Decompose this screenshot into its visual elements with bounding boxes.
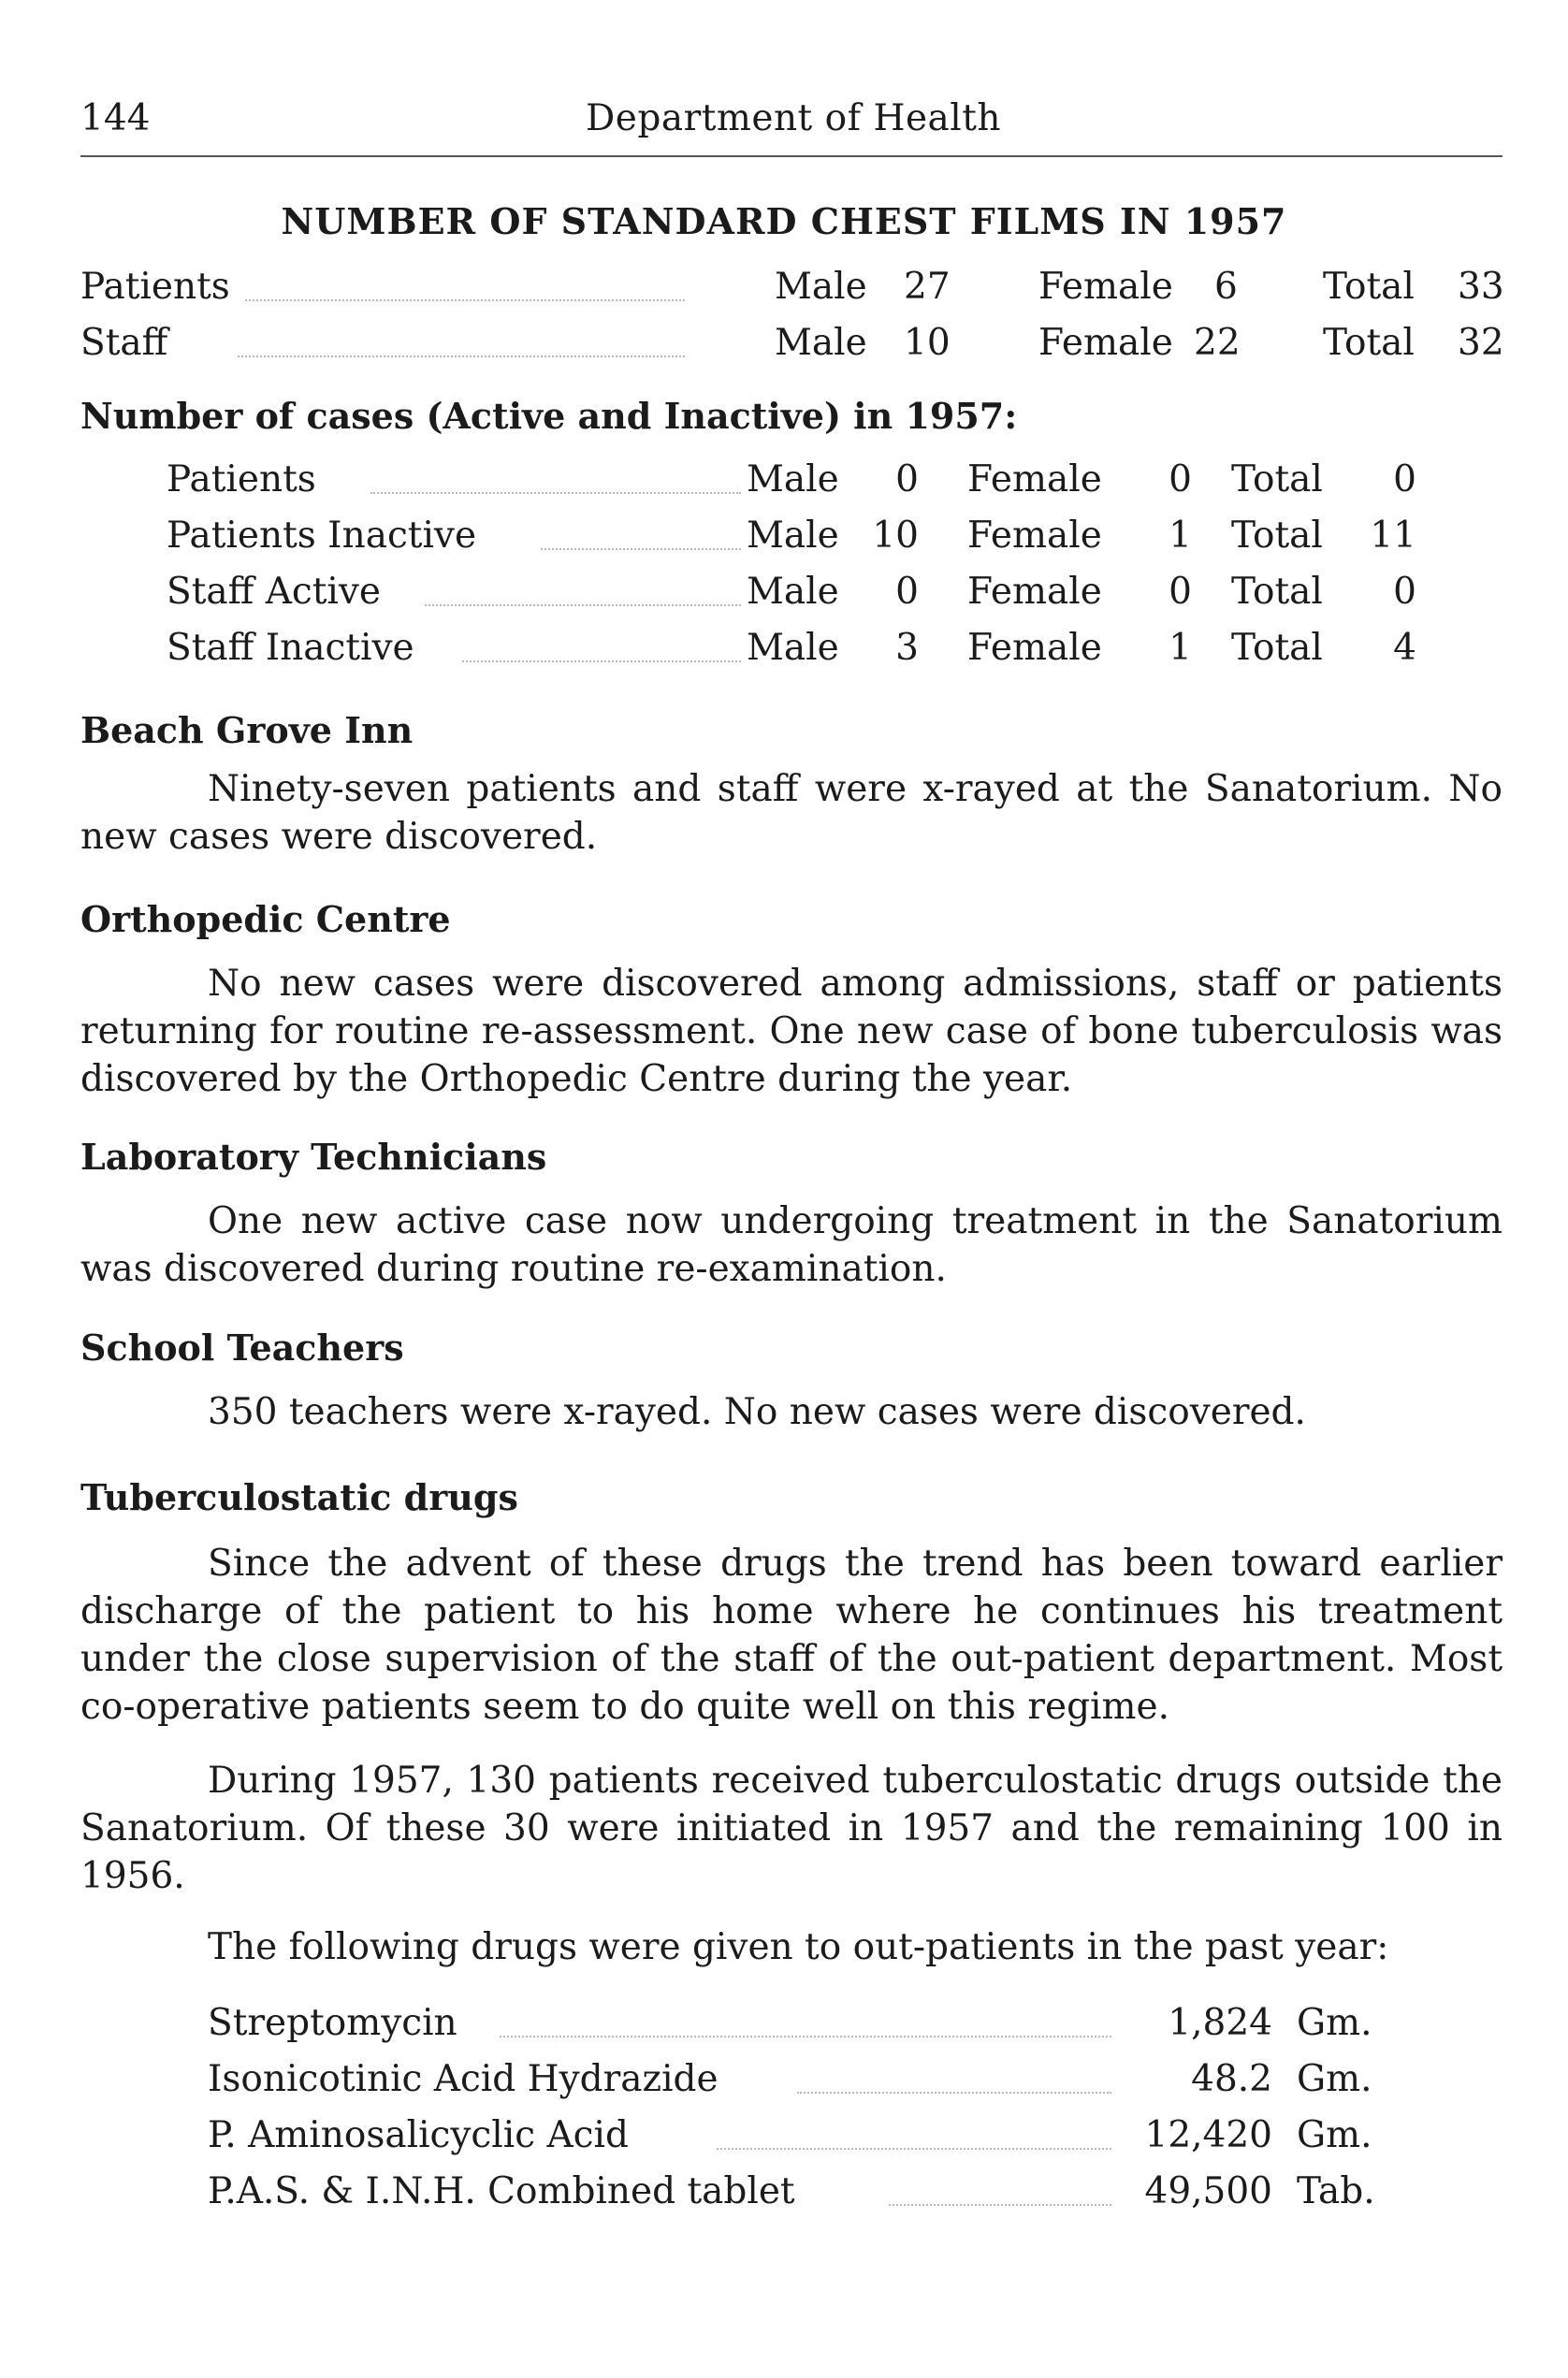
section-heading: Orthopedic Centre (80, 898, 451, 940)
drug-row (0, 2114, 1568, 2165)
chest-films-row (0, 322, 1568, 372)
female-value: 22 (1194, 322, 1241, 364)
cases-row (0, 458, 1568, 509)
drug-unit: Gm. (1297, 2002, 1372, 2044)
dot-leader (889, 2204, 1111, 2206)
drug-unit: Gm. (1297, 2058, 1372, 2100)
paragraph-text: 350 teachers were x-rayed. No new cases were discovered. (208, 1391, 1306, 1433)
male-value: 3 (895, 627, 919, 669)
female-value: 6 (1214, 266, 1238, 308)
drug-name: Streptomycin (208, 2002, 457, 2044)
total-label: Total (1323, 322, 1415, 364)
drug-amount: 48.2 (1191, 2058, 1272, 2100)
total-label: Total (1231, 627, 1323, 669)
drug-name: P. Aminosalicyclic Acid (208, 2114, 629, 2156)
page-header (80, 97, 1503, 153)
male-value: 27 (904, 266, 951, 308)
cases-row (0, 515, 1568, 565)
paragraph-text: One new active case now undergoing treatment in the Sanatorium was discovered during routine re-examination. (80, 1200, 1503, 1290)
page-number: 144 (80, 97, 151, 139)
total-label: Total (1231, 515, 1323, 557)
female-value: 0 (1169, 571, 1192, 613)
drug-amount: 12,420 (1144, 2114, 1272, 2156)
male-label: Male (747, 458, 839, 500)
row-label: Patients (80, 266, 230, 308)
male-value: 0 (895, 458, 919, 500)
header-rule (80, 155, 1503, 157)
male-label: Male (775, 266, 867, 308)
dot-leader (500, 2036, 1111, 2037)
dot-leader (370, 492, 741, 494)
male-value: 10 (872, 515, 919, 557)
paragraph-text: Since the advent of these drugs the trend has been toward earlier discharge of the patient to his home where he continues his treatment under the close supervision of the staff of the out-patient department. Most co-operative patients seem to do quite well on this regime. (80, 1543, 1503, 1728)
drug-unit: Gm. (1297, 2114, 1372, 2156)
total-label: Total (1231, 571, 1323, 613)
dot-leader (245, 299, 685, 301)
section-heading: School Teachers (80, 1327, 404, 1369)
female-label: Female (1038, 322, 1173, 364)
section-paragraph (80, 1540, 1503, 1731)
section-paragraph (80, 1923, 1503, 1971)
paragraph-text: The following drugs were given to out-patients in the past year: (208, 1926, 1389, 1968)
section-heading: Beach Grove Inn (80, 709, 414, 751)
drug-unit: Tab. (1297, 2170, 1375, 2212)
total-label: Total (1231, 458, 1323, 500)
section-paragraph (80, 960, 1503, 1103)
section-paragraph (80, 1757, 1503, 1900)
dot-leader (238, 355, 685, 357)
male-value: 0 (895, 571, 919, 613)
total-value: 0 (1393, 571, 1416, 613)
row-label: Staff Active (167, 571, 382, 613)
chest-films-title: NUMBER OF STANDARD CHEST FILMS IN 1957 (281, 200, 1287, 242)
male-label: Male (747, 515, 839, 557)
paragraph-text: No new cases were discovered among admissions, staff or patients returning for routine re-assessment. One new case of bone tuberculosis was discovered by the Orthopedic Centre during the year. (80, 963, 1503, 1100)
male-label: Male (775, 322, 867, 364)
female-label: Female (967, 458, 1102, 500)
female-label: Female (967, 627, 1102, 669)
total-value: 33 (1458, 266, 1504, 308)
paragraph-text: During 1957, 130 patients received tuberculostatic drugs outside the Sanatorium. Of these 30 were initiated in 1957 and the remaining 100 in 1956. (80, 1760, 1503, 1897)
chest-films-row (0, 266, 1568, 316)
section-paragraph (80, 765, 1503, 861)
row-label: Patients Inactive (167, 515, 477, 557)
total-value: 11 (1370, 515, 1416, 557)
total-value: 4 (1393, 627, 1416, 669)
section-heading: Tuberculostatic drugs (80, 1476, 518, 1518)
drug-name: P.A.S. & I.N.H. Combined tablet (208, 2170, 795, 2212)
section-heading: Laboratory Technicians (80, 1136, 547, 1178)
drug-name: Isonicotinic Acid Hydrazide (208, 2058, 719, 2100)
section-paragraph (80, 1197, 1503, 1293)
dot-leader (717, 2148, 1111, 2150)
female-label: Female (1038, 266, 1173, 308)
total-label: Total (1323, 266, 1415, 308)
drug-amount: 1,824 (1168, 2002, 1272, 2044)
row-label: Patients (167, 458, 316, 500)
male-value: 10 (904, 322, 951, 364)
row-label: Staff (80, 322, 168, 364)
cases-heading: Number of cases (Active and Inactive) in 1957: (80, 395, 1018, 437)
cases-row (0, 627, 1568, 677)
female-label: Female (967, 571, 1102, 613)
female-value: 1 (1169, 627, 1192, 669)
row-label: Staff Inactive (167, 627, 414, 669)
drug-row (0, 2170, 1568, 2221)
dot-leader (462, 660, 741, 662)
cases-row (0, 571, 1568, 621)
male-label: Male (747, 571, 839, 613)
total-value: 0 (1393, 458, 1416, 500)
drug-amount: 49,500 (1144, 2170, 1272, 2212)
dot-leader (425, 604, 741, 606)
drug-row (0, 2058, 1568, 2109)
dot-leader (541, 548, 741, 550)
section-paragraph (80, 1388, 1503, 1436)
total-value: 32 (1458, 322, 1504, 364)
female-value: 0 (1169, 458, 1192, 500)
running-head: Department of Health (586, 97, 1002, 139)
female-value: 1 (1169, 515, 1192, 557)
paragraph-text: Ninety-seven patients and staff were x-rayed at the Sanatorium. No new cases were discovered. (80, 768, 1503, 858)
female-label: Female (967, 515, 1102, 557)
male-label: Male (747, 627, 839, 669)
drug-row (0, 2002, 1568, 2052)
dot-leader (797, 2092, 1111, 2094)
